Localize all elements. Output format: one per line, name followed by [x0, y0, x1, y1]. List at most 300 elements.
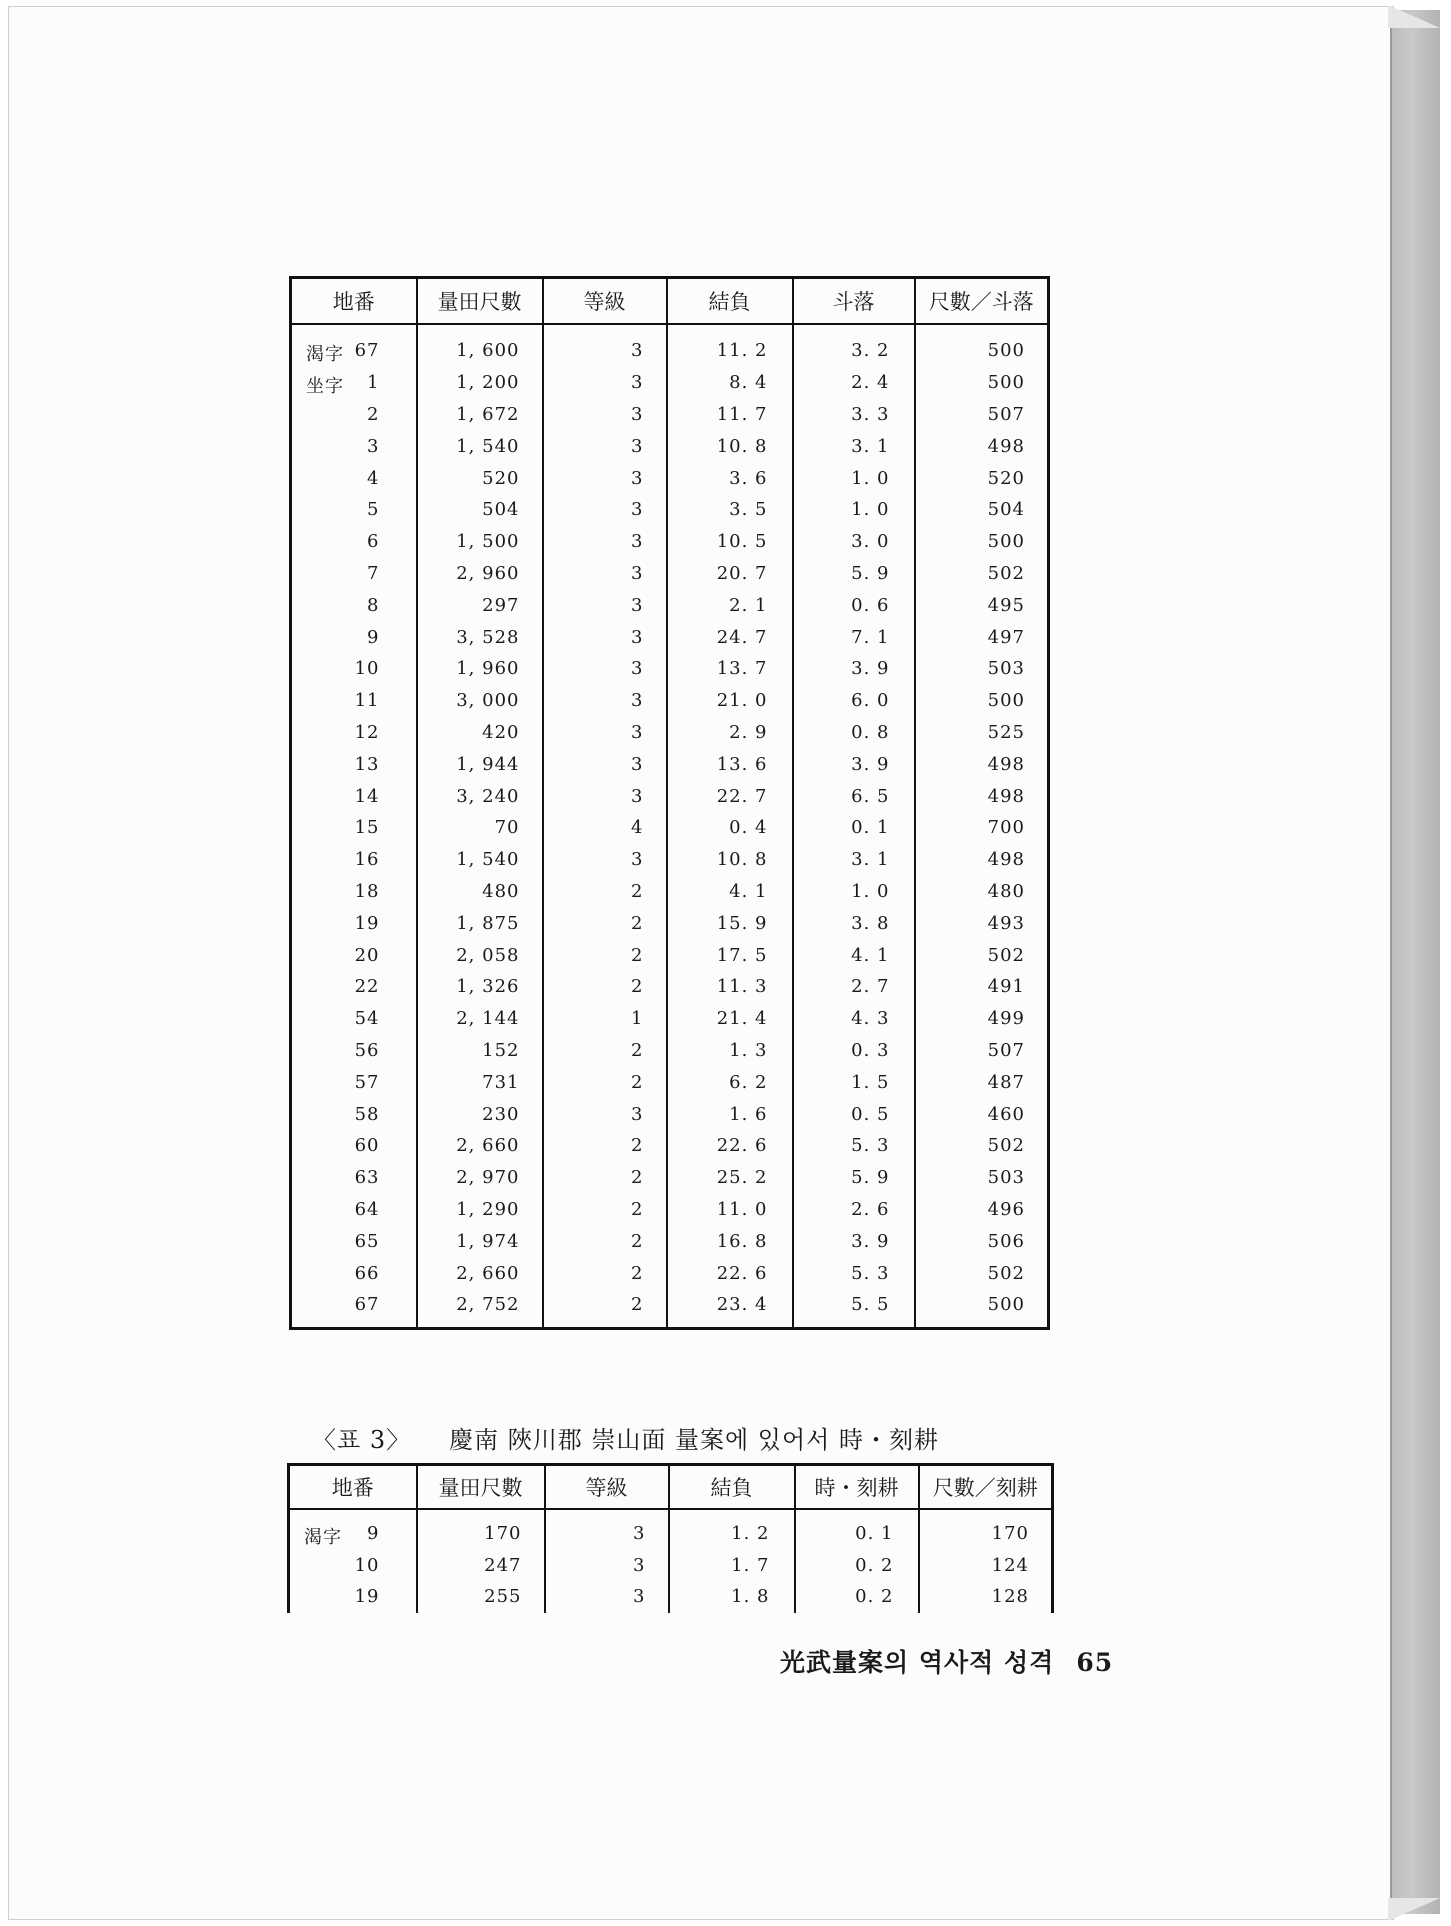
cell-grade: 3: [543, 653, 667, 685]
cell-lot: [289, 1550, 417, 1582]
table-caption: [312, 1420, 939, 1455]
cell-gyeolbu: 6. 2: [667, 1066, 793, 1098]
header-gakgyeong: 時・刻耕: [795, 1465, 919, 1510]
cell-area: 2, 960: [417, 558, 543, 590]
cell-ratio: 507: [915, 399, 1049, 431]
cell-area: 1, 672: [417, 399, 543, 431]
page-footer: [780, 1643, 1113, 1679]
cell-ratio: 498: [915, 844, 1049, 876]
cell-gakgyeong: 0. 2: [795, 1581, 919, 1613]
cell-lot: [291, 589, 417, 621]
cell-lot-number: 7: [367, 562, 380, 584]
table-row: [291, 1066, 1049, 1098]
time-plowing-table: [287, 1463, 1054, 1613]
cell-lot: [291, 1066, 417, 1098]
cell-lot-number: 15: [354, 817, 380, 839]
cell-area: 504: [417, 494, 543, 526]
cell-lot-prefix: 渴字: [304, 1527, 342, 1549]
cell-ratio: 500: [915, 1289, 1049, 1328]
cell-grade: 3: [543, 621, 667, 653]
cell-ratio: 491: [915, 971, 1049, 1003]
cell-dural: 1. 0: [793, 876, 915, 908]
cell-grade: 2: [543, 1130, 667, 1162]
cell-lot-prefix: 坐字: [306, 376, 344, 398]
cell-lot-number: 6: [367, 531, 380, 553]
cell-ratio: 487: [915, 1066, 1049, 1098]
cell-dural: 2. 7: [793, 971, 915, 1003]
cell-gyeolbu: 10. 8: [667, 430, 793, 462]
cell-lot-number: 8: [367, 594, 380, 616]
cell-grade: 3: [543, 685, 667, 717]
cell-gyeolbu: 22. 7: [667, 780, 793, 812]
table-row: [291, 876, 1049, 908]
cell-gyeolbu: 1. 3: [667, 1035, 793, 1067]
cell-lot-number: 14: [354, 785, 380, 807]
cell-ratio: 500: [915, 526, 1049, 558]
cell-dural: 0. 1: [793, 812, 915, 844]
cell-lot-number: 64: [354, 1198, 380, 1220]
table-row: [291, 1035, 1049, 1067]
cell-lot-number: 65: [354, 1230, 380, 1252]
cell-dural: 0. 5: [793, 1098, 915, 1130]
header-lot: 地番: [291, 278, 417, 325]
cell-lot-number: 3: [367, 435, 380, 457]
cell-dural: 3. 2: [793, 324, 915, 367]
table-row: [291, 780, 1049, 812]
cell-ratio: 502: [915, 1257, 1049, 1289]
header-area: 量田尺數: [417, 278, 543, 325]
cell-grade: 3: [543, 399, 667, 431]
cell-lot-number: 12: [354, 721, 380, 743]
cell-gyeolbu: 11. 7: [667, 399, 793, 431]
cell-gyeolbu: 4. 1: [667, 876, 793, 908]
cell-lot: [291, 1098, 417, 1130]
cell-gyeolbu: 17. 5: [667, 939, 793, 971]
cell-grade: 3: [543, 717, 667, 749]
cell-grade: 2: [543, 1162, 667, 1194]
cell-dural: 4. 3: [793, 1003, 915, 1035]
cell-lot: [291, 1003, 417, 1035]
cell-area: 1, 326: [417, 971, 543, 1003]
cell-grade: 2: [543, 1194, 667, 1226]
cell-dural: 3. 9: [793, 748, 915, 780]
header-ratio: 尺數／斗落: [915, 278, 1049, 325]
header-dural: 斗落: [793, 278, 915, 325]
cell-ratio: 500: [915, 685, 1049, 717]
cell-lot-number: 58: [354, 1103, 380, 1125]
cell-lot-number: 10: [354, 658, 380, 680]
header-area: 量田尺數: [417, 1465, 545, 1510]
cell-lot-number: 2: [367, 403, 380, 425]
cell-ratio: 700: [915, 812, 1049, 844]
cell-lot: [291, 1035, 417, 1067]
table-row: [291, 324, 1049, 367]
table-row: [291, 621, 1049, 653]
land-register-table: [289, 276, 1050, 1330]
cell-gyeolbu: 2. 9: [667, 717, 793, 749]
cell-area: 1, 875: [417, 907, 543, 939]
cell-area: 3, 528: [417, 621, 543, 653]
cell-grade: 3: [543, 367, 667, 399]
cell-area: 230: [417, 1098, 543, 1130]
cell-lot: [291, 558, 417, 590]
cell-dural: 3. 1: [793, 844, 915, 876]
cell-lot: [291, 939, 417, 971]
cell-grade: 4: [543, 812, 667, 844]
cell-area: 420: [417, 717, 543, 749]
cell-ratio: 496: [915, 1194, 1049, 1226]
cell-ratio: 506: [915, 1225, 1049, 1257]
cell-gyeolbu: 8. 4: [667, 367, 793, 399]
running-title: 光武量案의 역사적 성격: [780, 1648, 1055, 1677]
cell-area: 1, 500: [417, 526, 543, 558]
cell-lot: [291, 748, 417, 780]
cell-gyeolbu: 2. 1: [667, 589, 793, 621]
header-grade: 等級: [543, 278, 667, 325]
cell-lot: [291, 1225, 417, 1257]
cell-ratio: 498: [915, 430, 1049, 462]
cell-lot: [291, 780, 417, 812]
cell-lot: [291, 876, 417, 908]
cell-area: 170: [417, 1509, 545, 1550]
table-row: [291, 367, 1049, 399]
cell-lot-prefix: 渴字: [306, 344, 344, 366]
table-row: [289, 1509, 1053, 1550]
cell-grade: 3: [543, 430, 667, 462]
cell-lot: [291, 324, 417, 367]
cell-area: 2, 058: [417, 939, 543, 971]
cell-gyeolbu: 20. 7: [667, 558, 793, 590]
cell-gyeolbu: 1. 2: [669, 1509, 795, 1550]
cell-area: 1, 960: [417, 653, 543, 685]
cell-lot-number: 66: [354, 1262, 380, 1284]
table-row: [291, 1162, 1049, 1194]
cell-grade: 3: [543, 1098, 667, 1130]
cell-lot: [291, 717, 417, 749]
cell-gyeolbu: 13. 6: [667, 748, 793, 780]
table-row: [291, 1257, 1049, 1289]
cell-dural: 3. 0: [793, 526, 915, 558]
cell-lot: [291, 1257, 417, 1289]
table-row: [291, 939, 1049, 971]
cell-dural: 2. 4: [793, 367, 915, 399]
cell-grade: 3: [543, 748, 667, 780]
cell-gyeolbu: 10. 8: [667, 844, 793, 876]
cell-ratio: 497: [915, 621, 1049, 653]
cell-gyeolbu: 3. 5: [667, 494, 793, 526]
table-header-row: [289, 1465, 1053, 1510]
cell-grade: 2: [543, 1035, 667, 1067]
cell-gyeolbu: 1. 6: [667, 1098, 793, 1130]
table-body: [289, 1509, 1053, 1613]
cell-dural: 6. 5: [793, 780, 915, 812]
table-row: [291, 971, 1049, 1003]
cell-dural: 0. 8: [793, 717, 915, 749]
cell-dural: 2. 6: [793, 1194, 915, 1226]
cell-gyeolbu: 25. 2: [667, 1162, 793, 1194]
cell-grade: 3: [543, 780, 667, 812]
cell-lot: [291, 653, 417, 685]
cell-ratio: 504: [915, 494, 1049, 526]
cell-gyeolbu: 13. 7: [667, 653, 793, 685]
cell-grade: 1: [543, 1003, 667, 1035]
cell-area: 297: [417, 589, 543, 621]
cell-gyeolbu: 1. 8: [669, 1581, 795, 1613]
cell-gakgyeong: 0. 2: [795, 1550, 919, 1582]
cell-grade: 3: [543, 324, 667, 367]
page-number: 65: [1076, 1648, 1114, 1677]
cell-grade: 3: [545, 1550, 669, 1582]
cell-lot-number: 18: [354, 880, 380, 902]
cell-gyeolbu: 1. 7: [669, 1550, 795, 1582]
cell-lot: [289, 1509, 417, 1550]
cell-area: 1, 540: [417, 844, 543, 876]
cell-area: 255: [417, 1581, 545, 1613]
cell-ratio: 502: [915, 939, 1049, 971]
cell-lot: [291, 399, 417, 431]
caption-text: 慶南 陜川郡 崇山面 量案에 있어서 時・刻耕: [449, 1426, 939, 1454]
cell-dural: 3. 3: [793, 399, 915, 431]
header-gyeolbu: 結負: [667, 278, 793, 325]
cell-area: 1, 600: [417, 324, 543, 367]
table-row: [291, 430, 1049, 462]
cell-gyeolbu: 22. 6: [667, 1130, 793, 1162]
cell-dural: 0. 6: [793, 589, 915, 621]
cell-lot-number: 16: [354, 849, 380, 871]
cell-area: 2, 144: [417, 1003, 543, 1035]
cell-lot-number: 56: [354, 1039, 380, 1061]
table-row: [289, 1550, 1053, 1582]
cell-dural: 0. 3: [793, 1035, 915, 1067]
cell-area: 1, 540: [417, 430, 543, 462]
cell-area: 2, 660: [417, 1130, 543, 1162]
cell-lot: [291, 1130, 417, 1162]
cell-grade: 3: [543, 462, 667, 494]
cell-ratio: 124: [919, 1550, 1053, 1582]
cell-dural: 1. 0: [793, 462, 915, 494]
cell-lot-number: 20: [354, 944, 380, 966]
cell-lot-number: 57: [354, 1071, 380, 1093]
cell-dural: 3. 9: [793, 1225, 915, 1257]
table-row: [291, 399, 1049, 431]
cell-ratio: 480: [915, 876, 1049, 908]
table-row: [289, 1581, 1053, 1613]
cell-lot-number: 67: [354, 340, 380, 362]
cell-lot: [291, 844, 417, 876]
cell-dural: 6. 0: [793, 685, 915, 717]
table-row: [291, 812, 1049, 844]
table-header-row: [291, 278, 1049, 325]
cell-grade: 3: [545, 1509, 669, 1550]
cell-dural: 5. 5: [793, 1289, 915, 1328]
cell-grade: 3: [543, 589, 667, 621]
cell-ratio: 500: [915, 324, 1049, 367]
cell-area: 1, 974: [417, 1225, 543, 1257]
cell-lot-number: 9: [367, 626, 380, 648]
cell-lot-number: 54: [354, 1008, 380, 1030]
cell-lot: [291, 971, 417, 1003]
cell-lot: [291, 494, 417, 526]
cell-lot-number: 19: [354, 912, 380, 934]
cell-gakgyeong: 0. 1: [795, 1509, 919, 1550]
cell-dural: 5. 3: [793, 1130, 915, 1162]
header-gyeolbu: 結負: [669, 1465, 795, 1510]
cell-lot: [291, 907, 417, 939]
cell-dural: 3. 9: [793, 653, 915, 685]
table-row: [291, 1003, 1049, 1035]
table-row: [291, 685, 1049, 717]
cell-area: 2, 660: [417, 1257, 543, 1289]
table-row: [291, 1130, 1049, 1162]
cell-area: 247: [417, 1550, 545, 1582]
cell-lot: [291, 1289, 417, 1328]
cell-dural: 4. 1: [793, 939, 915, 971]
cell-ratio: 498: [915, 748, 1049, 780]
cell-gyeolbu: 11. 2: [667, 324, 793, 367]
cell-area: 152: [417, 1035, 543, 1067]
cell-lot-number: 60: [354, 1135, 380, 1157]
table-row: [291, 748, 1049, 780]
cell-ratio: 499: [915, 1003, 1049, 1035]
header-lot: 地番: [289, 1465, 417, 1510]
cell-ratio: 128: [919, 1581, 1053, 1613]
cell-grade: 2: [543, 1289, 667, 1328]
cell-gyeolbu: 3. 6: [667, 462, 793, 494]
table-body: [291, 324, 1049, 1328]
cell-gyeolbu: 11. 3: [667, 971, 793, 1003]
cell-grade: 3: [543, 558, 667, 590]
book-edge: [1390, 10, 1440, 1914]
cell-grade: 2: [543, 939, 667, 971]
cell-lot-number: 4: [367, 467, 380, 489]
cell-gyeolbu: 16. 8: [667, 1225, 793, 1257]
cell-ratio: 503: [915, 1162, 1049, 1194]
cell-lot: [291, 621, 417, 653]
cell-lot: [289, 1581, 417, 1613]
cell-area: 70: [417, 812, 543, 844]
table-row: [291, 653, 1049, 685]
table-row: [291, 1225, 1049, 1257]
cell-grade: 2: [543, 1066, 667, 1098]
cell-lot: [291, 367, 417, 399]
cell-dural: 1. 0: [793, 494, 915, 526]
cell-lot-number: 10: [354, 1554, 380, 1576]
cell-grade: 3: [543, 494, 667, 526]
table-row: [291, 1098, 1049, 1130]
cell-area: 2, 970: [417, 1162, 543, 1194]
cell-lot-number: 22: [354, 976, 380, 998]
cell-area: 3, 240: [417, 780, 543, 812]
cell-lot-number: 5: [367, 499, 380, 521]
cell-area: 731: [417, 1066, 543, 1098]
cell-ratio: 525: [915, 717, 1049, 749]
cell-grade: 2: [543, 971, 667, 1003]
table-row: [291, 526, 1049, 558]
cell-area: 480: [417, 876, 543, 908]
cell-grade: 3: [543, 844, 667, 876]
cell-lot-number: 9: [367, 1523, 380, 1545]
cell-gyeolbu: 21. 4: [667, 1003, 793, 1035]
cell-lot: [291, 462, 417, 494]
cell-grade: 3: [543, 526, 667, 558]
cell-grade: 2: [543, 907, 667, 939]
cell-ratio: 460: [915, 1098, 1049, 1130]
table-row: [291, 462, 1049, 494]
header-grade: 等級: [545, 1465, 669, 1510]
cell-gyeolbu: 23. 4: [667, 1289, 793, 1328]
cell-area: 1, 290: [417, 1194, 543, 1226]
table-row: [291, 558, 1049, 590]
header-ratio: 尺數／刻耕: [919, 1465, 1053, 1510]
cell-lot: [291, 1194, 417, 1226]
cell-lot: [291, 812, 417, 844]
cell-gyeolbu: 24. 7: [667, 621, 793, 653]
cell-ratio: 507: [915, 1035, 1049, 1067]
table-row: [291, 494, 1049, 526]
cell-lot-number: 67: [354, 1294, 380, 1316]
cell-dural: 3. 8: [793, 907, 915, 939]
cell-grade: 2: [543, 876, 667, 908]
cell-area: 3, 000: [417, 685, 543, 717]
cell-lot-number: 63: [354, 1167, 380, 1189]
table-row: [291, 1194, 1049, 1226]
cell-ratio: 493: [915, 907, 1049, 939]
table-row: [291, 907, 1049, 939]
cell-ratio: 170: [919, 1509, 1053, 1550]
cell-gyeolbu: 15. 9: [667, 907, 793, 939]
cell-ratio: 500: [915, 367, 1049, 399]
cell-dural: 5. 3: [793, 1257, 915, 1289]
cell-dural: 5. 9: [793, 558, 915, 590]
cell-gyeolbu: 10. 5: [667, 526, 793, 558]
cell-ratio: 502: [915, 558, 1049, 590]
cell-dural: 3. 1: [793, 430, 915, 462]
table-row: [291, 844, 1049, 876]
cell-lot: [291, 526, 417, 558]
cell-lot-number: 1: [367, 372, 380, 394]
cell-dural: 5. 9: [793, 1162, 915, 1194]
cell-dural: 7. 1: [793, 621, 915, 653]
cell-lot-number: 11: [354, 690, 380, 712]
cell-ratio: 495: [915, 589, 1049, 621]
caption-label: 〈표 3〉: [312, 1426, 412, 1454]
cell-gyeolbu: 0. 4: [667, 812, 793, 844]
cell-ratio: 498: [915, 780, 1049, 812]
cell-gyeolbu: 21. 0: [667, 685, 793, 717]
cell-area: 1, 200: [417, 367, 543, 399]
table-row: [291, 589, 1049, 621]
cell-grade: 2: [543, 1257, 667, 1289]
table-row: [291, 1289, 1049, 1328]
cell-ratio: 502: [915, 1130, 1049, 1162]
cell-lot: [291, 685, 417, 717]
cell-lot: [291, 1162, 417, 1194]
cell-area: 2, 752: [417, 1289, 543, 1328]
table-row: [291, 717, 1049, 749]
cell-lot-number: 19: [354, 1586, 380, 1608]
cell-ratio: 503: [915, 653, 1049, 685]
cell-gyeolbu: 22. 6: [667, 1257, 793, 1289]
cell-area: 1, 944: [417, 748, 543, 780]
cell-gyeolbu: 11. 0: [667, 1194, 793, 1226]
cell-ratio: 520: [915, 462, 1049, 494]
cell-grade: 3: [545, 1581, 669, 1613]
cell-lot-number: 13: [354, 753, 380, 775]
cell-area: 520: [417, 462, 543, 494]
cell-lot: [291, 430, 417, 462]
cell-grade: 2: [543, 1225, 667, 1257]
cell-dural: 1. 5: [793, 1066, 915, 1098]
